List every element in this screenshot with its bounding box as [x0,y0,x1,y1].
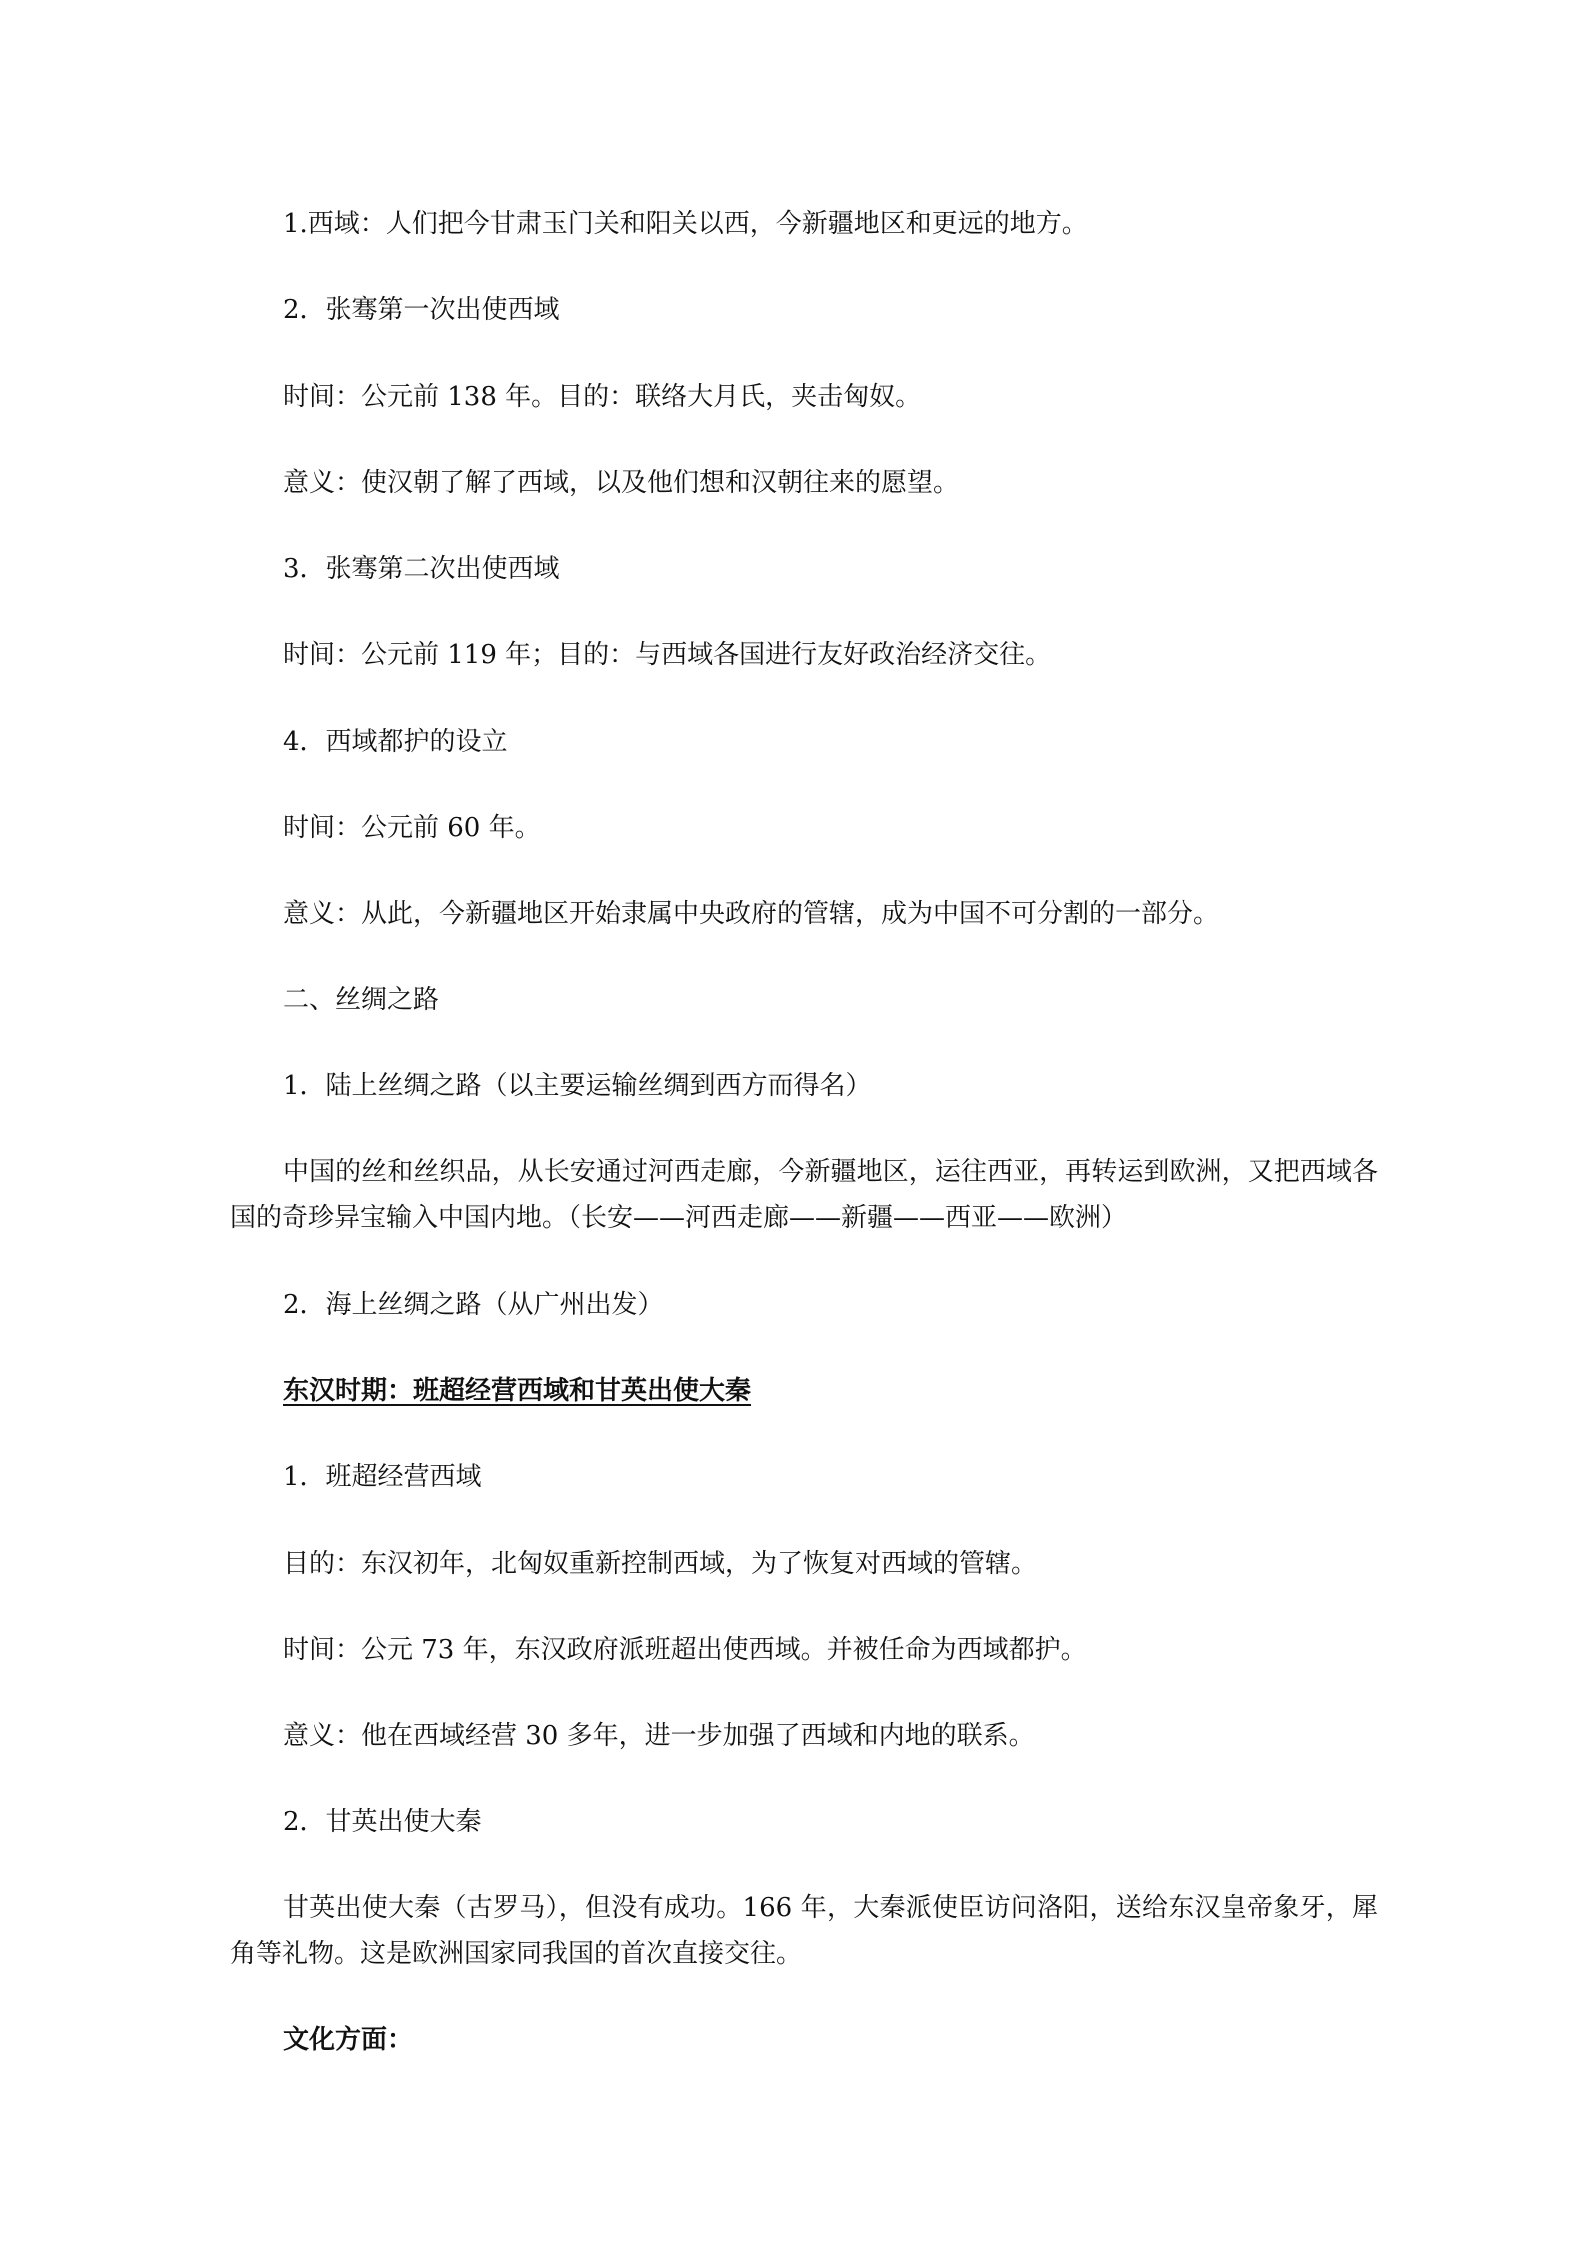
ban-chao-heading: 1．班超经营西域 [283,1462,482,1492]
protectorate-heading: 4．西域都护的设立 [283,727,508,757]
protectorate-time: 时间：公元前 60 年。 [283,813,541,843]
ban-chao-time: 时间：公元 73 年，东汉政府派班超出使西域。并被任命为西域都护。 [283,1635,1087,1665]
gan-ying-heading: 2．甘英出使大秦 [283,1807,482,1837]
gan-ying-description: 甘英出使大秦（古罗马），但没有成功。166 年，大秦派使臣访问洛阳，送给东汉皇帝象牙，犀角等礼物。这是欧洲国家同我国的首次直接交往。 [230,1893,1378,1969]
ban-chao-purpose: 目的：东汉初年，北匈奴重新控制西域，为了恢复对西域的管辖。 [283,1549,1038,1579]
land-silk-road-description: 中国的丝和丝织品，从长安通过河西走廊，今新疆地区，运往西亚，再转运到欧洲，又把西域各国的奇珍异宝输入中国内地。（长安——河西走廊——新疆——西亚——欧洲） [230,1157,1378,1233]
maritime-silk-road-heading: 2．海上丝绸之路（从广州出发） [283,1290,664,1320]
eastern-han-heading: 东汉时期：班超经营西域和甘英出使大秦 [283,1376,752,1406]
zhangqian-first-mission-heading: 2．张骞第一次出使西域 [283,295,560,325]
protectorate-significance: 意义：从此，今新疆地区开始隶属中央政府的管辖，成为中国不可分割的一部分。 [283,899,1220,929]
xiyu-definition: 1.西域：人们把今甘肃玉门关和阳关以西，今新疆地区和更远的地方。 [283,209,1088,239]
land-silk-road-heading: 1．陆上丝绸之路（以主要运输丝绸到西方而得名） [283,1071,872,1101]
culture-heading: 文化方面： [283,2025,414,2055]
first-mission-time-purpose: 时间：公元前 138 年。目的：联络大月氏，夹击匈奴。 [283,382,922,412]
silk-road-section-heading: 二、丝绸之路 [283,985,440,1015]
zhangqian-second-mission-heading: 3．张骞第二次出使西域 [283,554,560,584]
ban-chao-significance: 意义：他在西域经营 30 多年，进一步加强了西域和内地的联系。 [283,1721,1035,1751]
second-mission-time-purpose: 时间：公元前 119 年；目的：与西域各国进行友好政治经济交往。 [283,640,1052,670]
first-mission-significance: 意义：使汉朝了解了西域，以及他们想和汉朝往来的愿望。 [283,468,960,498]
